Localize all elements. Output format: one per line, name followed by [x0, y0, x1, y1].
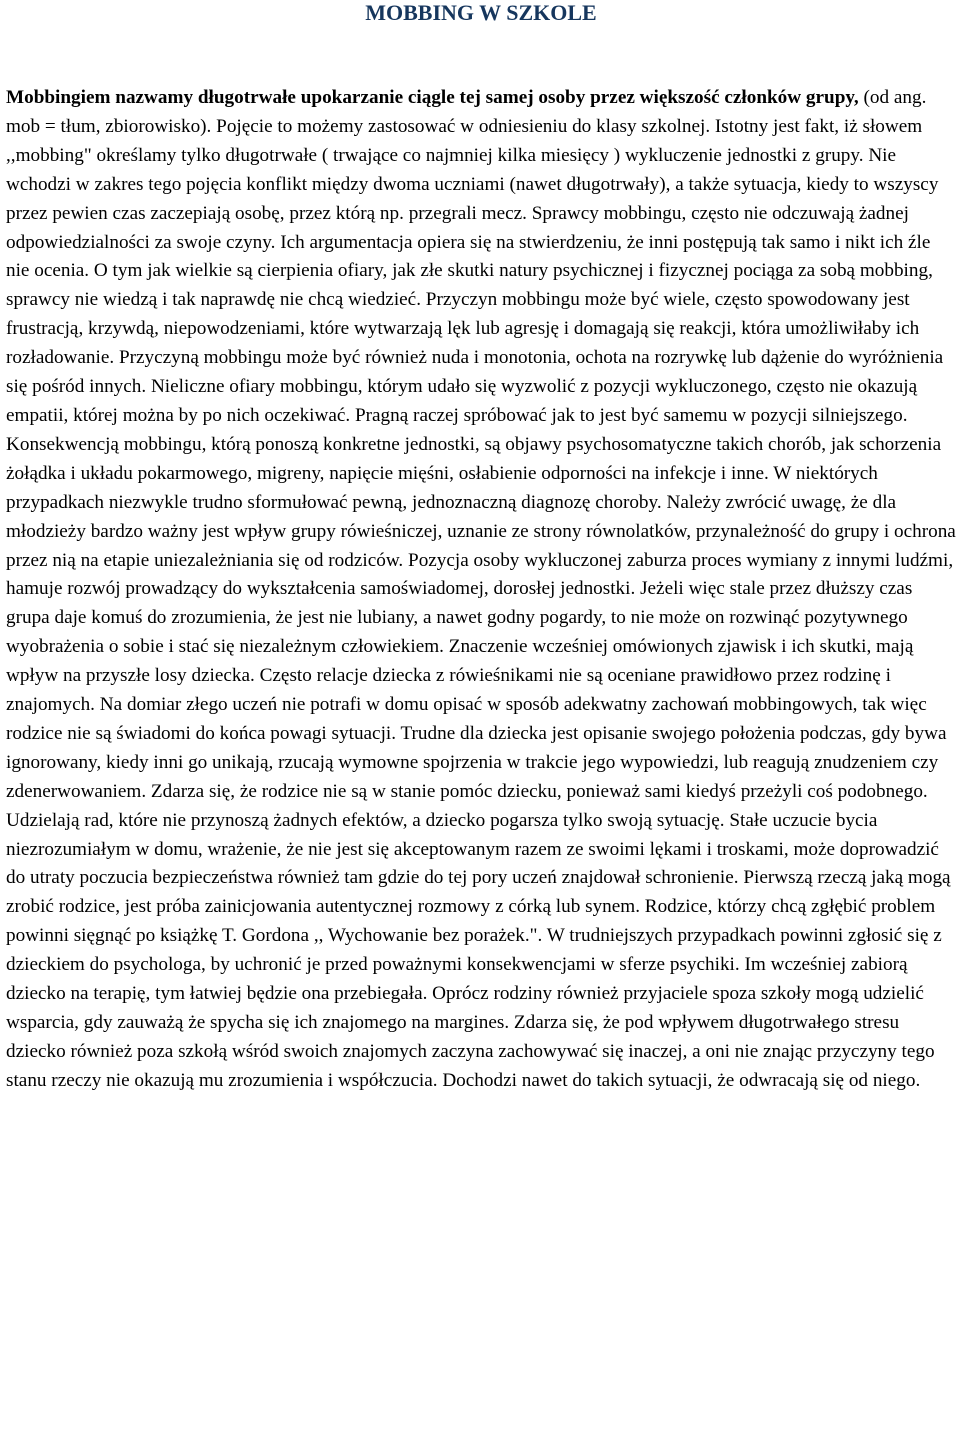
- document-page: [6, 0, 956, 1096]
- body-text: (od ang. mob = tłum, zbiorowisko). Pojęcie to możemy zastosować w odniesieniu do klasy szkolnej. Istotny jest fakt, iż słowem ,,mobbing" określamy tylko długotrwałe ( trwające co najmniej kilka miesięcy ) wykluczenie jednostki z grupy. Nie wchodzi w zakres tego pojęcia konflikt między dwoma uczniami (nawet długotrwały), a także sytuacja, kiedy to wszyscy przez pewien czas zaczepiają osobę, przez którą np. przegrali mecz. Sprawcy mobbingu, często nie odczuwają żadnej odpowiedzialności za swoje czyny. Ich argumentacja opiera się na stwierdzeniu, że inni postępują tak samo i nikt ich źle nie ocenia. O tym jak wielkie są cierpienia ofiary, jak złe skutki natury psychicznej i fizycznej pociąga za sobą mobbing, sprawcy nie wiedzą i tak naprawdę nie chcą wiedzieć. Przyczyn mobbingu może być wiele, często spowodowany jest frustracją, krzywdą, niepowodzeniami, które wytwarzają lęk lub agresję i domagają się reakcji, która umożliwiłaby ich rozładowanie. Przyczyną mobbingu może być również nuda i monotonia, ochota na rozrywkę lub dążenie do wyróżnienia się pośród innych. Nieliczne ofiary mobbingu, którym udało się wyzwolić z pozycji wykluczonego, często nie okazują empatii, której można by po nich oczekiwać. Pragną raczej spróbować jak to jest być samemu w pozycji silniejszego. Konsekwencją mobbingu, którą ponoszą konkretne jednostki, są objawy psychosomatyczne takich chorób, jak schorzenia żołądka i układu pokarmowego, migreny, napięcie mięśni, osłabienie odporności na infekcje i inne. W niektórych przypadkach niezwykle trudno sformułować pewną, jednoznaczną diagnozę choroby. Należy zwrócić uwagę, że dla młodzieży bardzo ważny jest wpływ grupy rówieśniczej, uznanie ze strony równolatków, przynależność do grupy i ochrona przez nią na etapie uniezależniania się od rodziców. Pozycja osoby wykluczonej zaburza proces wymiany z innymi ludźmi, hamuje rozwój prowadzący do wykształcenia samoświadomej, dorosłej jednostki. Jeżeli więc stale przez dłuższy czas grupa daje komuś do zrozumienia, że jest nie lubiany, a nawet godny pogardy, to nie może on rozwinąć pozytywnego wyobrażenia o sobie i stać się niezależnym człowiekiem. Znaczenie wcześniej omówionych zjawisk i ich skutki, mają wpływ na przyszłe losy dziecka. Często relacje dziecka z rówieśnikami nie są oceniane prawidłowo przez rodzinę i znajomych. Na domiar złego uczeń nie potrafi w domu opisać w sposób adekwatny zachowań mobbingowych, tak więc rodzice nie są świadomi do końca powagi sytuacji. Trudne dla dziecka jest opisanie swojego położenia podczas, gdy bywa ignorowany, kiedy inni go unikają, rzucają wymowne spojrzenia w trakcie jego wypowiedzi, lub reagują znudzeniem czy zdenerwowaniem. Zdarza się, że rodzice nie są w stanie pomóc dziecku, ponieważ sami kiedyś przeżyli coś podobnego. Udzielają rad, które nie przynoszą żadnych efektów, a dziecko pogarsza tylko swoją sytuację. Stałe uczucie bycia niezrozumiałym w domu, wrażenie, że nie jest się akceptowanym razem ze swoimi lękami i troskami, może doprowadzić do utraty poczucia bezpieczeństwa również tam gdzie do tej pory uczeń znajdował schronienie. Pierwszą rzeczą jaką mogą zrobić rodzice, jest próba zainicjowania autentycznej rozmowy z córką lub synem. Rodzice, którzy chcą zgłębić problem powinni sięgnąć po książkę T. Gordona ,, Wychowanie bez porażek.". W trudniejszych przypadkach powinni zgłosić się z dzieckiem do psychologa, by uchronić je przed poważnymi konsekwencjami w sferze psychiki. Im wcześniej zabiorą dziecko na terapię, tym łatwiej będzie ona przebiegała. Oprócz rodziny również przyjaciele spoza szkoły mogą udzielić wsparcia, gdy zauważą że spycha się ich znajomego na margines. Zdarza się, że pod wpływem długotrwałego stresu dziecko również poza szkołą wśród swoich znajomych zaczyna zachowywać się inaczej, a oni nie znając przyczyny tego stanu rzeczy nie okazują mu zrozumienia i współczucia. Dochodzi nawet do takich sytuacji, że odwracają się od niego.: [6, 87, 956, 1091]
- document-title: MOBBING W SZKOLE: [365, 0, 597, 25]
- lead-sentence: Mobbingiem nazwamy długotrwałe upokarzanie ciągle tej samej osoby przez większość członków grupy,: [6, 87, 859, 108]
- document-body-paragraph: [6, 84, 956, 1096]
